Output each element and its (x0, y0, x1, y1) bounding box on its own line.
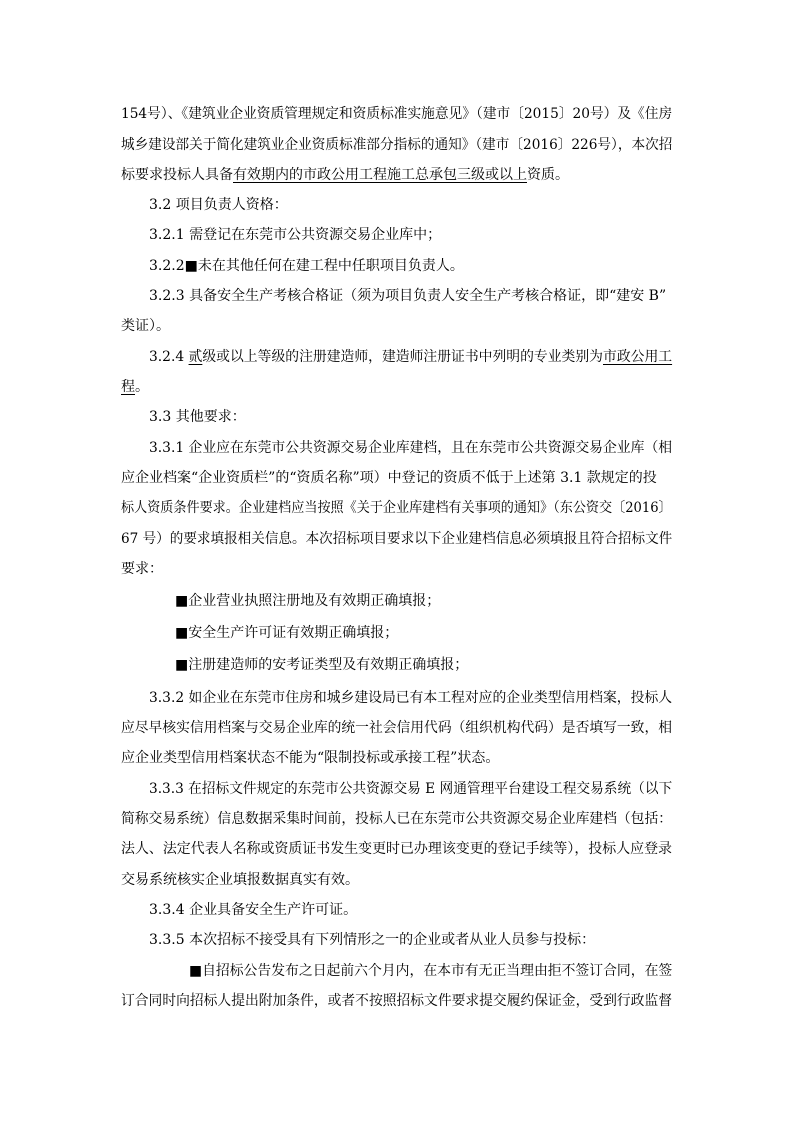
text-line: 程。 (121, 379, 149, 395)
list-item: ■安全生产许可证有效期正确填报； (175, 625, 399, 641)
text-line: 3.3.2 如企业在东莞市住房和城乡建设局已有本工程对应的企业类型信用档案，投标人 (149, 690, 673, 706)
text-line: 交易系统核实企业填报数据真实有效。 (121, 872, 359, 888)
text-line: 标要求投标人具备有效期内的市政公用工程施工总承包三级或以上资质。 (121, 167, 569, 183)
text-line: 3.3.5 本次招标不接受具有下列情形之一的企业或者从业人员参与投标： (149, 932, 596, 948)
text-line: 154号）、《建筑业企业资质管理规定和资质标准实施意见》（建市〔2015〕20号）及《住房 (121, 106, 673, 122)
text-line: 标人资质条件要求。企业建档应当按照《关于企业库建档有关事项的通知》（东公资交〔2016〕 (121, 500, 672, 516)
heading-3-3: 3.3 其他要求： (149, 409, 246, 425)
text-line: 法人、法定代表人名称或资质证书发生变更时已办理该变更的登记手续等），投标人应登录 (121, 841, 672, 857)
text-line: 简称交易系统）信息数据采集时间前，投标人已在东莞市公共资源交易企业库建档（包括： (121, 811, 672, 827)
text-line: 3.2.2■未在其他任何在建工程中任职项目负责人。 (149, 258, 464, 274)
text-line: 3.3.4 企业具备安全生产许可证。 (149, 902, 358, 918)
text-line: 67 号）的要求填报相关信息。本次招标项目要求以下企业建档信息必须填报且符合招标文件 (121, 531, 673, 547)
text-line: 类证）。 (121, 318, 170, 334)
underlined-text: 有效期内的市政公用工程施工总承包三级或以上 (233, 167, 527, 183)
text-line: 应企业类型信用档案状态不能为“限制投标或承接工程”状态。 (121, 750, 500, 766)
underlined-text: 贰 (188, 349, 203, 365)
text-line: 要求： (121, 561, 163, 577)
list-item: ■企业营业执照注册地及有效期正确填报； (175, 593, 441, 609)
text-line: 3.2.4 贰级或以上等级的注册建造师，建造师注册证书中列明的专业类别为市政公用工 (149, 349, 673, 365)
text-line: 订合同时向招标人提出附加条件，或者不按照招标文件要求提交履约保证金，受到行政监督 (121, 993, 672, 1009)
text-line: 3.3.3 在招标文件规定的东莞市公共资源交易 E 网通管理平台建设工程交易系统（以下 (149, 781, 673, 797)
text-line: 3.2.3 具备安全生产考核合格证（须为项目负责人安全生产考核合格证，即“建安 B” (149, 288, 667, 304)
underlined-text: 市政公用工 (603, 349, 673, 365)
list-item: ■注册建造师的安考证类型及有效期正确填报； (175, 657, 469, 673)
list-item: ■自招标公告发布之日起前六个月内，在本市有无正当理由拒不签订合同，在签 (189, 963, 673, 979)
underlined-text: 程 (121, 379, 135, 395)
text-line: 3.3.1 企业应在东莞市公共资源交易企业库建档，且在东莞市公共资源交易企业库（相 (149, 440, 673, 456)
text-line: 应企业档案“企业资质栏”的“资质名称”项）中登记的资质不低于上述第 3.1 款规定的投 (121, 470, 657, 486)
heading-3-2: 3.2 项目负责人资格： (149, 197, 288, 213)
text-line: 城乡建设部关于简化建筑业企业资质标准部分指标的通知》（建市〔2016〕226号），本次招 (121, 137, 673, 153)
text-line: 3.2.1 需登记在东莞市公共资源交易企业库中； (149, 227, 442, 243)
text-line: 应尽早核实信用档案与交易企业库的统一社会信用代码（组织机构代码）是否填写一致，相 (121, 720, 672, 736)
